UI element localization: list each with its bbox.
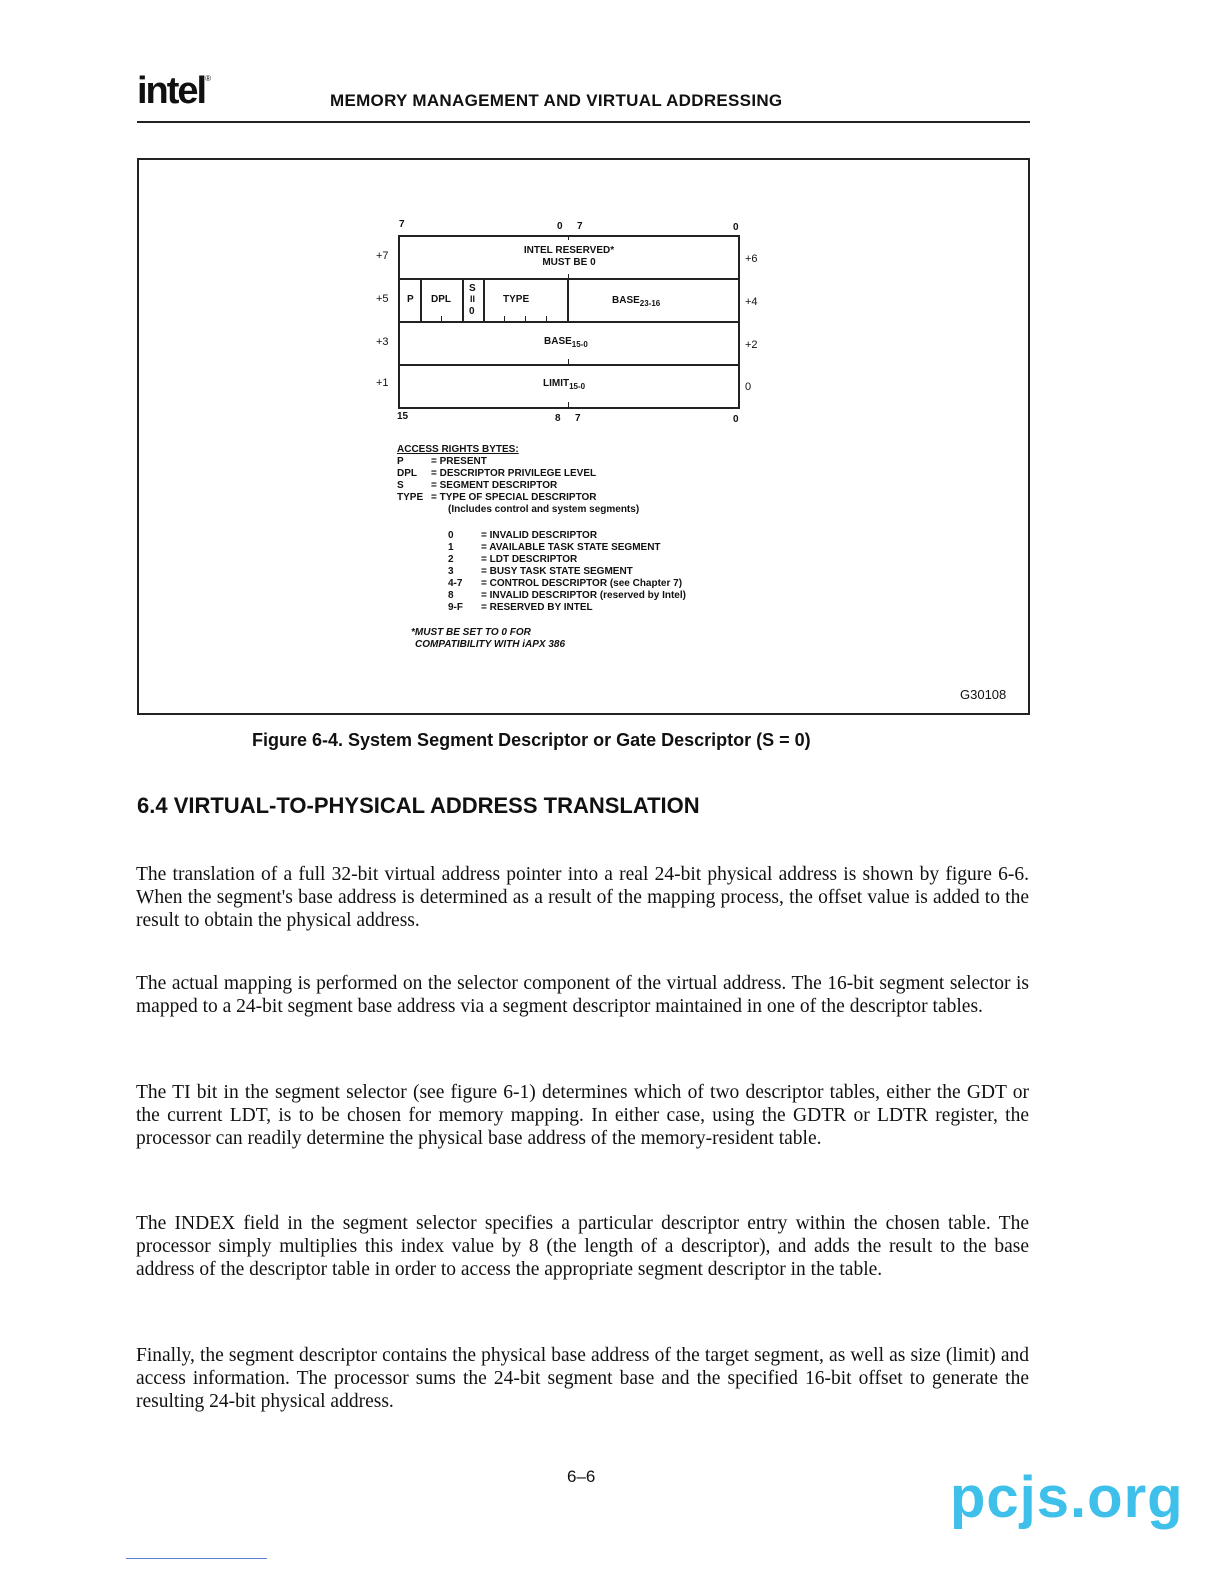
field-base-hi-subscript: 23-16 — [639, 299, 661, 308]
legend-value: = TYPE OF SPECIAL DESCRIPTOR — [431, 492, 597, 503]
legend — [397, 444, 639, 516]
bit-label-top-0: 0 — [557, 221, 563, 232]
bit-label-bottom-0: 0 — [733, 414, 739, 425]
field-limit-label: LIMIT — [543, 378, 570, 389]
bit-label-bottom-7: 7 — [575, 413, 581, 424]
type-key: 3 — [448, 566, 454, 577]
header-rule — [137, 121, 1030, 123]
paragraph-4: The INDEX field in the segment selector specifies a particular descriptor entry within the chosen table. The processor simply multiplies this index value by 8 (the length of a descriptor), and adds the result to the base address of the descriptor table in order to access the appropriate segment descriptor in the table. — [136, 1213, 1029, 1280]
offset-left-3: +3 — [376, 336, 389, 348]
type-key: 9-F — [448, 602, 463, 613]
bottom-rule — [126, 1558, 267, 1559]
field-p: P — [407, 294, 414, 305]
offset-left-1: +1 — [376, 377, 389, 389]
type-value: = INVALID DESCRIPTOR — [481, 530, 598, 541]
reserved-line-2: MUST BE 0 — [542, 257, 596, 268]
intel-logo — [137, 70, 211, 113]
legend-item — [397, 468, 639, 480]
pcjs-watermark: pcjs.org — [950, 1465, 1184, 1530]
divider-dpl-s — [462, 278, 464, 321]
logo-text: intel — [137, 70, 206, 112]
paragraph-2: The actual mapping is performed on the selector component of the virtual address. The 16-bit segment selector is mapped to a 24-bit segment base address via a segment descriptor maintained in one of the descriptor tables. — [136, 973, 1029, 1017]
type-item — [448, 530, 686, 542]
section-heading: 6.4 VIRTUAL-TO-PHYSICAL ADDRESS TRANSLATION — [137, 793, 700, 818]
type-value: = CONTROL DESCRIPTOR (see Chapter 7) — [481, 578, 683, 589]
bit-label-bottom-8: 8 — [555, 413, 561, 424]
header-title: MEMORY MANAGEMENT AND VIRTUAL ADDRESSING — [330, 91, 783, 110]
offset-right-4: +4 — [745, 296, 758, 308]
legend-value: = DESCRIPTOR PRIVILEGE LEVEL — [431, 468, 597, 479]
legend-title: ACCESS RIGHTS BYTES: — [397, 444, 519, 455]
field-limit-subscript: 15-0 — [569, 382, 586, 391]
offset-left-7: +7 — [376, 250, 389, 262]
reserved-line-1: INTEL RESERVED* — [523, 245, 615, 256]
figure-id: G30108 — [960, 687, 1007, 702]
legend-key: P — [397, 456, 404, 467]
type-item — [448, 578, 686, 590]
type-value: = RESERVED BY INTEL — [481, 602, 593, 613]
bit-label-top-7: 7 — [577, 221, 583, 232]
offset-right-0: 0 — [745, 381, 752, 393]
offset-right-2: +2 — [745, 339, 758, 351]
legend-key: DPL — [397, 468, 417, 479]
footnote-line-2: COMPATIBILITY WITH iAPX 386 — [415, 639, 566, 650]
bit-label-top-7-left: 7 — [399, 219, 405, 230]
type-value: = BUSY TASK STATE SEGMENT — [481, 566, 633, 577]
legend-item — [397, 456, 639, 468]
field-base-lo — [544, 336, 588, 349]
field-dpl: DPL — [431, 294, 451, 305]
paragraph-3: The TI bit in the segment selector (see figure 6-1) determines which of two descriptor tables, either the GDT or the current LDT, is to be chosen for memory mapping. In either case, using the GDTR or LDTR register, the processor can readily determine the physical base address of the memory-resident table. — [136, 1082, 1029, 1149]
divider-type-base — [567, 278, 569, 321]
type-item — [448, 602, 686, 614]
field-base-lo-subscript: 15-0 — [571, 340, 588, 349]
type-item — [448, 542, 686, 554]
type-item — [448, 554, 686, 566]
bit-label-top-0-right: 0 — [733, 222, 739, 233]
paragraph-1: The translation of a full 32-bit virtual address pointer into a real 24-bit physical address is shown by figure 6-6. When the segment's base address is determined as a result of the mapping process, the offset value is added to the result to obtain the physical address. — [136, 864, 1029, 931]
legend-item — [397, 492, 639, 504]
type-value: = LDT DESCRIPTOR — [481, 554, 578, 565]
offset-right-6: +6 — [745, 253, 758, 265]
footnote-line-1: *MUST BE SET TO 0 FOR — [411, 627, 531, 638]
type-key: 8 — [448, 590, 454, 601]
legend-value: = PRESENT — [431, 456, 487, 467]
legend-item — [397, 480, 639, 492]
logo-registered-mark: ® — [205, 74, 212, 83]
legend-key: TYPE — [397, 492, 424, 503]
type-key: 4-7 — [448, 578, 463, 589]
page-number: 6–6 — [567, 1467, 596, 1486]
type-key: 0 — [448, 530, 454, 541]
type-item — [448, 590, 686, 602]
row1-mid-tick-top — [568, 235, 569, 240]
offset-left-5: +5 — [376, 293, 389, 305]
field-s-equals: II — [470, 294, 476, 304]
field-type: TYPE — [503, 294, 530, 305]
field-s-zero: 0 — [469, 306, 475, 317]
legend-value: = SEGMENT DESCRIPTOR — [431, 480, 558, 491]
figure-caption: Figure 6-4. System Segment Descriptor or Gate Descriptor (S = 0) — [252, 730, 811, 750]
type-key: 1 — [448, 542, 454, 553]
field-base-hi-label: BASE — [612, 295, 640, 306]
legend-key: S — [397, 480, 404, 491]
footnote — [411, 627, 565, 651]
row4-mid-tick — [568, 402, 569, 407]
type-value: = AVAILABLE TASK STATE SEGMENT — [481, 542, 661, 553]
divider-p-dpl — [420, 278, 422, 321]
divider-s-type — [483, 278, 485, 321]
legend-type-note: (Includes control and system segments) — [448, 504, 640, 515]
field-base-hi — [612, 295, 660, 308]
bit-label-bottom-15: 15 — [397, 411, 409, 422]
type-legend — [448, 530, 686, 614]
type-value: = INVALID DESCRIPTOR (reserved by Intel) — [481, 590, 686, 601]
paragraph-5: Finally, the segment descriptor contains the physical base address of the target segment, as well as size (limit) and access information. The processor sums the 24-bit segment base and the specified 16-bit offset to generate the resulting 24-bit physical address. — [136, 1345, 1029, 1412]
field-limit — [543, 378, 585, 391]
type-key: 2 — [448, 554, 454, 565]
field-s: S — [469, 283, 476, 294]
type-item — [448, 566, 686, 578]
field-base-lo-label: BASE — [544, 336, 572, 347]
